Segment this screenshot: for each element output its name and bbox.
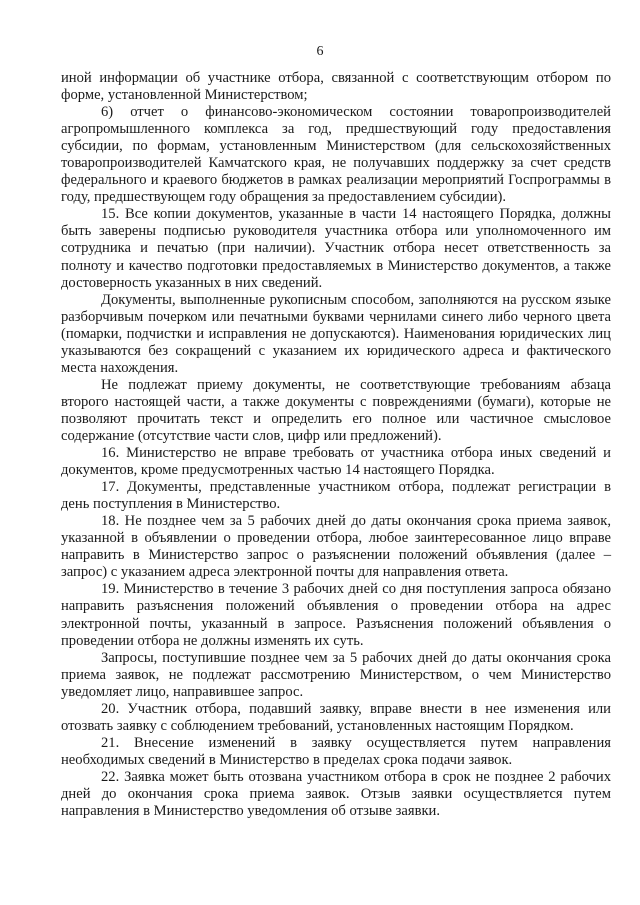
paragraph-section-19: 19. Министерство в течение 3 рабочих дней со дня поступления запроса обязано направить разъяснения положений объявления о проведении отбора на адрес электронной почты, указанный в запросе. Разъяснения положений объявления о проведении отбора не должны изменять их суть. xyxy=(61,581,611,649)
paragraph-item-6: 6) отчет о финансово-экономическом состоянии товаропроизводителей агропромышленного комплекса за год, предшествующий году предоставления субсидии, по формам, установленным Министерством (для сельскохозяйственных товаропроизводителей Камчатского края, не получавших поддержку за счет средств федерального и краевого бюджетов в рамках реализации мероприятий Госпрограммы в году, предшествующем году обращения за предоставлением субсидии). xyxy=(61,104,611,206)
paragraph-continuation: иной информации об участнике отбора, связанной с соответствующим отбором по форме, установленной Министерством; xyxy=(61,70,611,104)
paragraph-section-22: 22. Заявка может быть отозвана участником отбора в срок не позднее 2 рабочих дней до окончания срока приема заявок. Отзыв заявки осуществляется путем направления в Министерство уведомления об отзыве заявки. xyxy=(61,768,611,820)
paragraph-rejected-documents: Не подлежат приему документы, не соответствующие требованиям абзаца второго настоящей части, а также документы с повреждениями (бумаги), которые не позволяют прочитать текст и определить его полное или частичное смысловое содержание (отсутствие части слов, цифр или предложений). xyxy=(61,376,611,444)
paragraph-section-16: 16. Министерство не вправе требовать от участника отбора иных сведений и документов, кроме предусмотренных частью 14 настоящего Порядка. xyxy=(61,445,611,479)
page-number: 6 xyxy=(316,44,324,59)
paragraph-section-17: 17. Документы, представленные участником отбора, подлежат регистрации в день поступления в Министерство. xyxy=(61,479,611,513)
paragraph-section-18: 18. Не позднее чем за 5 рабочих дней до даты окончания срока приема заявок, указанной в объявлении о проведении отбора, любое заинтересованное лицо вправе направить в Министерство запрос о разъяснении положений объявления (далее – запрос) с указанием адреса электронной почты для направления ответа. xyxy=(61,513,611,581)
paragraph-handwritten-documents: Документы, выполненные рукописным способом, заполняются на русском языке разборчивым почерком или печатными буквами чернилами синего либо черного цвета (помарки, подчистки и исправления не допускаются). Наименования юридических лиц указываются без сокращений с указанием их юридического адреса и фактического места нахождения. xyxy=(61,291,611,376)
paragraph-section-20: 20. Участник отбора, подавший заявку, вправе внести в нее изменения или отозвать заявку с соблюдением требований, установленных настоящим Порядком. xyxy=(61,700,611,734)
paragraph-section-21: 21. Внесение изменений в заявку осуществляется путем направления необходимых сведений в Министерство в пределах срока подачи заявок. xyxy=(61,734,611,768)
paragraph-late-requests: Запросы, поступившие позднее чем за 5 рабочих дней до даты окончания срока приема заявок, не подлежат рассмотрению Министерством, о чем Министерство уведомляет лицо, направившее запрос. xyxy=(61,649,611,700)
document-body xyxy=(61,70,611,820)
paragraph-section-15: 15. Все копии документов, указанные в части 14 настоящего Порядка, должны быть заверены подписью руководителя участника отбора или уполномоченного им сотрудника и печатью (при наличии). Участник отбора несет ответственность за полноту и качество подготовки предоставляемых в Министерство документов, а также достоверность указанных в них сведений. xyxy=(61,206,611,291)
